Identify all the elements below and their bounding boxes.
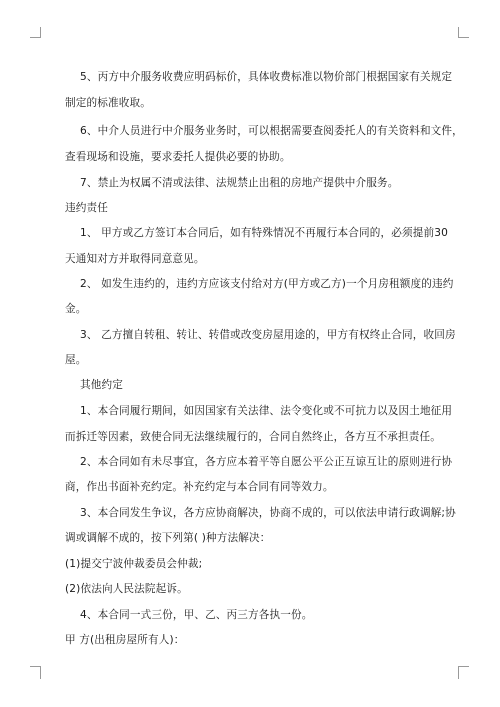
crop-mark-bottom-right	[458, 666, 469, 679]
other-4-line-1: 4、本合同一式三份，甲、乙、丙三方各执一份。	[80, 609, 313, 621]
clause-6-line-1: 6、中介人员进行中介服务业务时，可以根据需要查阅委托人的有关资料和文件，	[80, 125, 463, 137]
clause-5-line-2: 制定的标准收取。	[65, 97, 151, 109]
breach-2-line-2: 金。	[65, 303, 87, 315]
breach-2-line-1: 2、 如发生违约的，违约方应该支付给对方(甲方或乙方)一个月房租额度的违约	[80, 278, 454, 290]
breach-1-line-1: 1、 甲方或乙方签订本合同后，如有特殊情况不再履行本合同的，必须提前30	[80, 227, 448, 239]
other-2-line-1: 2、本合同如有未尽事宜，各方应本着平等自愿公平公正互谅互让的原则进行协	[80, 456, 453, 468]
crop-mark-top-right	[458, 27, 469, 38]
breach-1-line-2: 天通知对方并取得同意意见。	[65, 253, 205, 265]
clause-7-line-1: 7、禁止为权属不清或法律、法规禁止出租的房地产提供中介服务。	[80, 177, 399, 189]
breach-3-line-1: 3、 乙方擅自转租、转让、转借或改变房屋用途的，甲方有权终止合同，收回房	[80, 329, 456, 341]
other-3-line-2: 调或调解不成的，按下列第( )种方法解决：	[65, 532, 271, 544]
other-3-option-2: (2)依法向人民法院起诉。	[65, 583, 188, 595]
breach-3-line-2: 屋。	[65, 354, 87, 366]
other-3-option-1: (1)提交宁波仲裁委员会仲裁;	[65, 558, 203, 570]
other-1-line-1: 1、本合同履行期间，如因国家有关法律、法令变化或不可抗力以及因土地征用	[80, 405, 453, 417]
other-2-line-2: 商，作出书面补充约定。补充约定与本合同有同等效力。	[65, 481, 334, 493]
party-a-signature-label: 甲 方(出租房屋所有人)：	[65, 634, 185, 646]
crop-mark-bottom-left	[30, 666, 41, 679]
other-3-line-1: 3、本合同发生争议，各方应协商解决，协商不成的，可以依法申请行政调解;协	[80, 507, 456, 519]
section-heading-breach: 违约责任	[65, 202, 108, 214]
crop-mark-top-left	[30, 27, 41, 38]
clause-6-line-2: 查看现场和设施，要求委托人提供必要的协助。	[65, 151, 291, 163]
other-1-line-2: 而拆迁等因素，致使合同无法继续履行的，合同自然终止，各方互不承担责任。	[65, 431, 442, 443]
section-heading-other: 其他约定	[80, 379, 123, 391]
clause-5-line-1: 5、丙方中介服务收费应明码标价，具体收费标准以物价部门根据国家有关规定	[80, 71, 453, 83]
